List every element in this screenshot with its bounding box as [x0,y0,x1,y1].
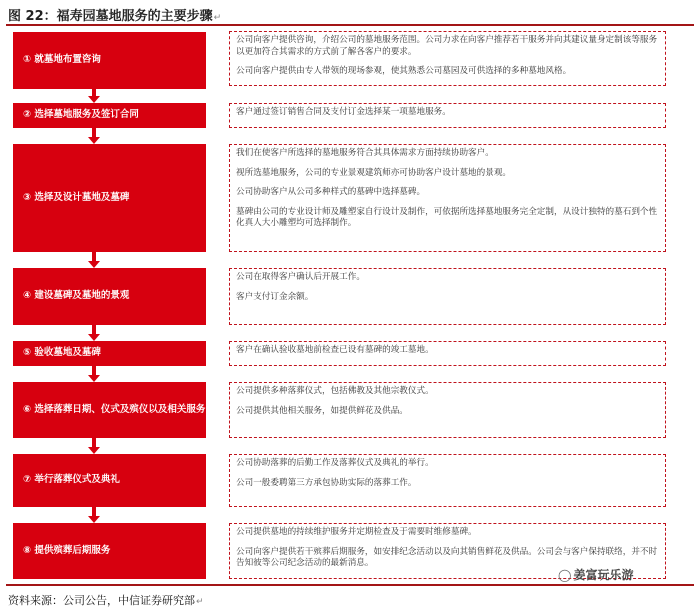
step-6-text-2: 公司提供其他相关服务，如提供鲜花及供品。 [236,405,408,416]
source-text: 资料来源：公司公告，中信证券研究部 [8,594,195,607]
return-mark: ↵ [213,13,222,23]
flow-arrow-2 [88,128,100,144]
step-2-label: ② 选择墓地服务及签订合同 [23,109,139,121]
step-8-label: ⑧ 提供殡葬后期服务 [23,544,111,556]
step-1-box [13,32,206,89]
step-1-text-2: 公司向客户提供由专人带领的现场参观，使其熟悉公司墓园及可供选择的多种墓地风格。 [236,66,572,77]
step-1-description [229,31,666,86]
source-return-mark: ↵ [196,597,204,607]
step-2-description [229,103,666,128]
step-3-text-2: 视所选墓地服务，公司的专业景观建筑师亦可协助客户设计墓地的景观。 [236,167,512,178]
step-2-box [13,103,206,128]
step-8-text-2: 公司向客户提供若干殡葬后期服务，如安排纪念活动以及向其销售鲜花及供品。公司会与客户保持联络，并不时告知彼等公司纪念活动的最新消息。 [236,546,658,569]
flow-arrow-7 [88,507,100,523]
flow-arrow-4 [88,325,100,341]
figure-title [8,5,221,24]
step-1-text-1: 公司向客户提供咨询，介绍公司的墓地服务范围。公司力求在向客户推荐若干服务并向其建议量身定制该等服务以更加符合其需求的方式前了解各客户的要求。 [236,35,658,57]
step-3-label: ③ 选择及设计墓地及墓碑 [23,191,130,203]
step-3-description [229,144,666,252]
step-5-box [13,341,206,366]
step-3-box [13,144,206,252]
flow-arrow-3 [88,252,100,268]
wechat-icon: ◯ [558,568,572,582]
step-6-box [13,382,206,438]
step-8-text-1: 公司提供墓地的持续维护服务并定期检查及于需要时维修墓碑。 [236,527,477,537]
step-6-description [229,382,666,438]
source-note [8,592,204,608]
flow-arrow-5 [88,366,100,382]
step-5-text-1: 客户在确认验收墓地前检查已设有墓碑的竣工墓地。 [236,345,434,355]
step-3-text-1: 我们在使客户所选择的墓地服务符合其具体需求方面持续协助客户。 [236,148,494,158]
flow-arrow-6 [88,438,100,454]
step-4-label: ④ 建设墓碑及墓地的景观 [23,290,130,302]
step-8-box [13,523,206,579]
flow-arrow-1 [88,89,100,103]
watermark-text: 姜富玩乐游 [573,568,634,582]
figure-title-text: 图 22：福寿园墓地服务的主要步骤 [8,9,213,24]
step-5-label: ⑤ 验收墓地及墓碑 [23,347,101,359]
step-2-text-1: 客户通过签订销售合同及支付订金选择某一项墓地服务。 [236,107,451,117]
step-5-description [229,341,666,366]
step-3-text-3: 公司协助客户从公司多种样式的墓碑中选择墓碑。 [236,187,426,198]
figure-header [6,2,694,26]
step-4-description [229,268,666,325]
step-4-text-2: 客户支付订金余额。 [236,291,314,302]
step-4-text-1: 公司在取得客户确认后开展工作。 [236,272,365,282]
step-7-label: ⑦ 举行落葬仪式及典礼 [23,474,120,486]
step-4-box [13,268,206,325]
figure-footer [6,584,694,612]
step-3-text-4: 墓碑由公司的专业设计师及雕塑家自行设计及制作，可依据所选择墓地服务完全定制，从设计独特的墓石到个性化真人大小雕塑均可选择制作。 [236,206,658,229]
watermark [558,566,633,583]
step-1-label: ① 就墓地布置咨询 [23,54,101,66]
step-7-text-1: 公司协助落葬的后勤工作及落葬仪式及典礼的举行。 [236,458,434,468]
step-6-label: ⑥ 选择落葬日期、仪式及殡仪以及相关服务 [23,403,206,415]
step-7-text-2: 公司一般委聘第三方承包协助实际的落葬工作。 [236,477,417,488]
step-6-text-1: 公司提供多种落葬仪式，包括佛教及其他宗教仪式。 [236,386,434,396]
step-7-box [13,454,206,507]
step-7-description [229,454,666,507]
